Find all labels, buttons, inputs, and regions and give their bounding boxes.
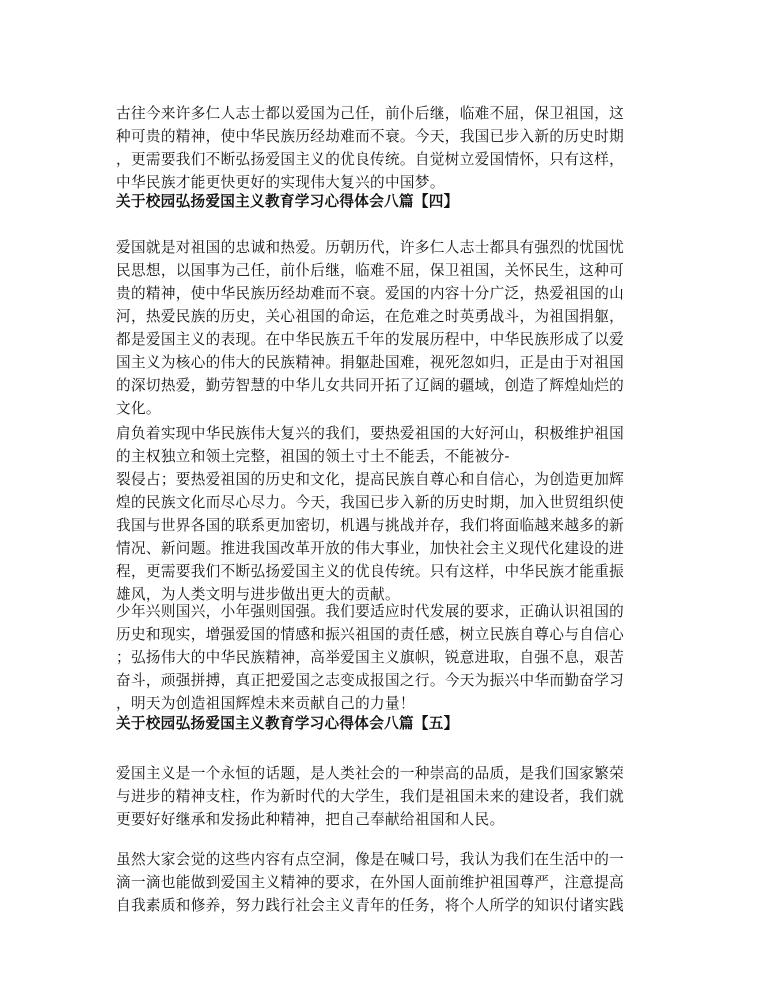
text-line: 爱国主义是一个永恒的话题，是人类社会的一种崇高的品质，是我们国家繁荣 [116,765,625,782]
text-line: 雄风，为人类文明与进步做出更大的贡献。 [116,586,400,603]
text-line: ，更需要我们不断弘扬爱国主义的优良传统。自觉树立爱国情怀，只有这样， [116,151,625,168]
text-line: 文化。 [116,400,161,417]
paragraph-youth-strength [116,600,656,715]
text-line: 更要好好继承和发扬此种精神，把自己奉献给祖国和人民。 [116,811,505,828]
text-line: 煌的民族文化而尽心尽力。今天，我国已步入新的历史时期，加入世贸组织使 [116,494,625,511]
paragraph-national-rejuvenation [116,422,656,606]
text-line: 肩负着实现中华民族伟大复兴的我们，要热爱祖国的大好河山，积极维护祖国 [116,425,625,442]
text-line: 与进步的精神支柱，作为新时代的大学生，我们是祖国未来的建设者，我们就 [116,788,625,805]
text-line: 的深切热爱，勤劳智慧的中华儿女共同开拓了辽阔的疆域，创造了辉煌灿烂的 [116,377,625,394]
text-line: 滴一滴也能做到爱国主义精神的要求，在外国人面前维护祖国尊严，注意提高 [116,874,625,891]
text-line: 国主义为核心的伟大的民族精神。捐躯赴国难，视死忽如归，正是由于对祖国 [116,354,625,371]
text-line: 的主权独立和领土完整，祖国的领土寸土不能丢，不能被分- [116,448,510,465]
text-line: 自我素质和修养，努力践行社会主义青年的任务，将个人所学的知识付诸实践 [116,897,625,914]
section-heading-4: 关于校园弘扬爱国主义教育学习心得体会八篇【四】 [116,193,459,210]
paragraph-daily-practice [116,848,656,917]
text-line: 程，更需要我们不断弘扬爱国主义的优良传统。只有这样，中华民族才能重振 [116,563,625,580]
text-line: 河，热爱民族的历史，关心祖国的命运，在危难之时英勇战斗，为祖国捐躯， [116,308,625,325]
text-line: 古往今来许多仁人志士都以爱国为己任，前仆后继，临难不屈，保卫祖国，这 [116,105,625,122]
paragraph-eternal-topic [116,762,656,831]
text-line: 中华民族才能更快更好的实现伟大复兴的中国梦。 [116,174,445,191]
text-line: 种可贵的精神，使中华民族历经劫难而不衰。今天，我国已步入新的历史时期 [116,128,625,145]
text-line: 民思想，以国事为己任，前仆后继，临难不屈，保卫祖国，关怀民生，这种可 [116,262,625,279]
text-line: 都是爱国主义的表现。在中华民族五千年的发展历程中，中华民族形成了以爱 [116,331,625,348]
text-line: 我国与世界各国的联系更加密切，机遇与挑战并存，我们将面临越来越多的新 [116,517,625,534]
text-line: 裂侵占；要热爱祖国的历史和文化，提高民族自尊心和自信心，为创造更加辉 [116,471,625,488]
text-line: ；弘扬伟大的中华民族精神，高举爱国主义旗帜，锐意进取，自强不息，艰苦 [116,649,625,666]
paragraph-loyalty-love [116,236,656,420]
text-line: 贵的精神，使中华民族历经劫难而不衰。爱国的内容十分广泛，热爱祖国的山 [116,285,625,302]
text-line: 爱国就是对祖国的忠诚和热爱。历朝历代，许多仁人志士都具有强烈的忧国忧 [116,239,625,256]
text-line: 奋斗，顽强拼搏，真正把爱国之志变成报国之行。今天为振兴中华而勤奋学习 [116,672,625,689]
section-heading-5: 关于校园弘扬爱国主义教育学习心得体会八篇【五】 [116,715,459,732]
text-line: 虽然大家会觉的这些内容有点空洞，像是在喊口号，我认为我们在生活中的一 [116,851,625,868]
text-line: 历史和现实，增强爱国的情感和振兴祖国的责任感，树立民族自尊心与自信心 [116,626,625,643]
paragraph-patriotism-tradition [116,102,656,194]
text-line: ，明天为创造祖国辉煌未来贡献自己的力量！ [116,695,415,712]
text-line: 少年兴则国兴，小年强则国强。我们要适应时代发展的要求，正确认识祖国的 [116,603,625,620]
text-line: 情况、新问题。推进我国改革开放的伟大事业，加快社会主义现代化建设的进 [116,540,625,557]
